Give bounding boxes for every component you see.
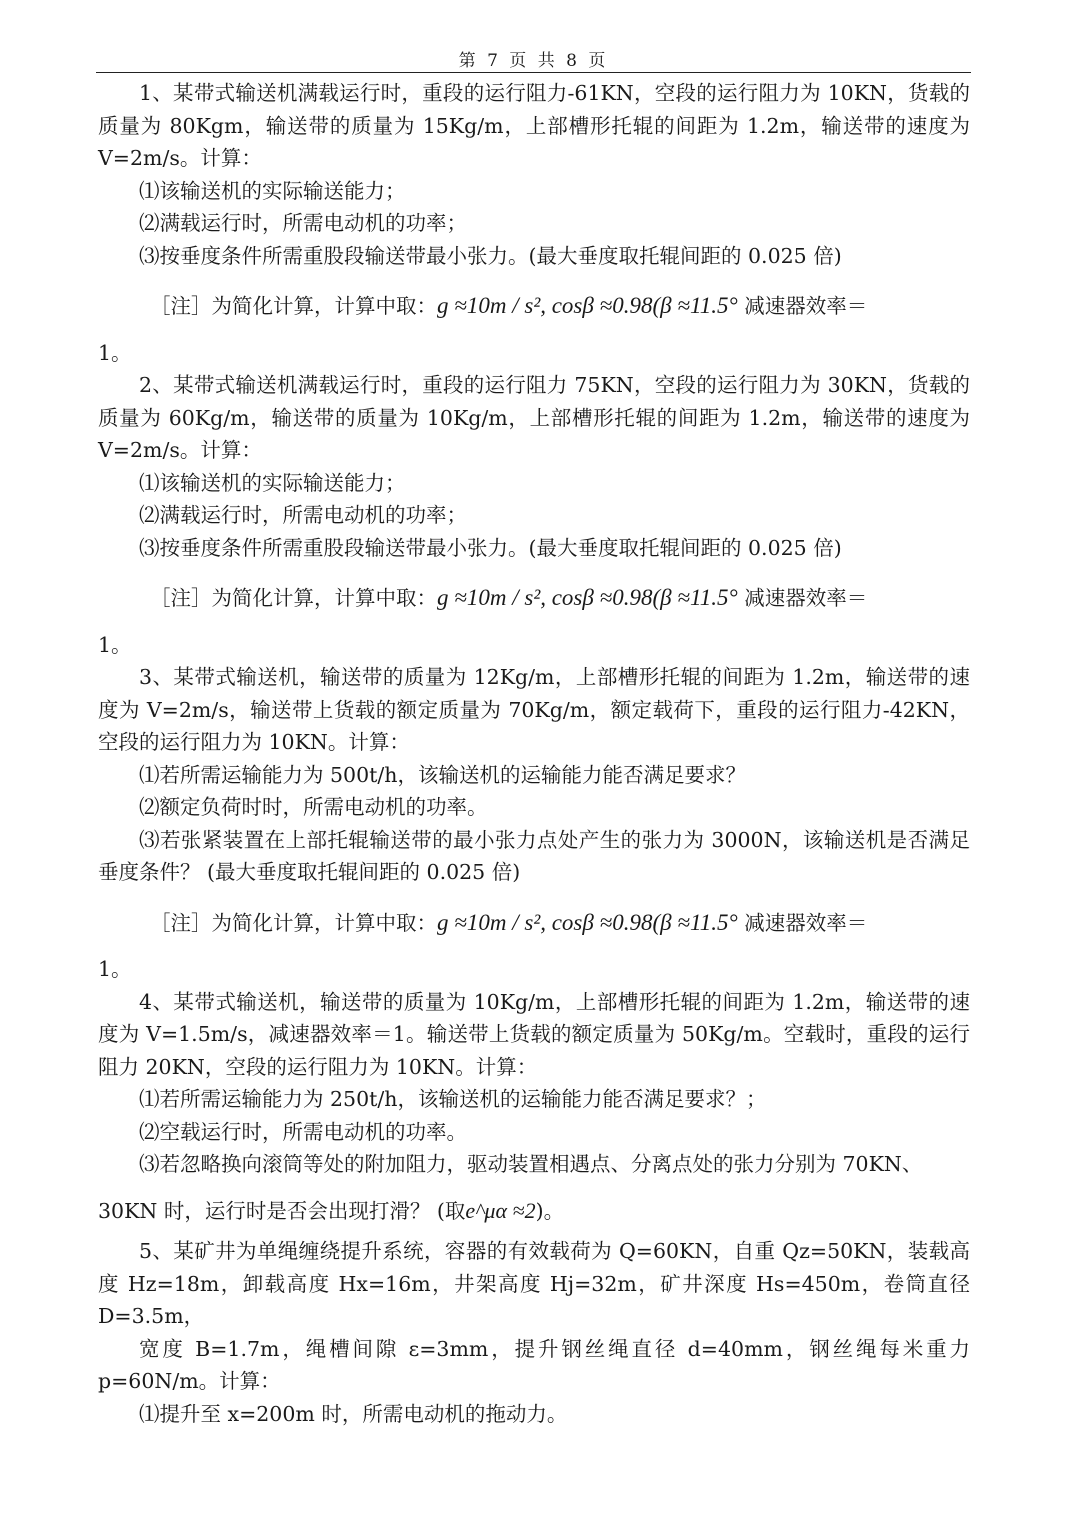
note-suffix: 减速器效率＝ [744,910,868,935]
q3-cont-formula: e^μα ≈2 [465,1197,536,1223]
document-body [98,77,970,1430]
problem-2-stem: 2、某带式输送机满载运行时，重段的运行阻力 75KN，空段的运行阻力为 30KN，货载的质量为 60Kg/m，输送带的质量为 10Kg/m，上部槽形托辊的间距为 1.2m，输送带的速度为 V=2m/s。计算： [98,373,970,462]
note-formula: g ≈10m / s², cosβ ≈0.98(β ≈11.5° [437,293,738,318]
header-rule [96,72,971,73]
problem-1-note [98,272,970,369]
problem-4-question-3: ⑶若忽略换向滚筒等处的附加阻力，驱动装置相遇点、分离点处的张力分别为 70KN、 [139,1152,923,1176]
page-header: 第 7 页 共 8 页 [458,51,609,71]
problem-2 [98,369,970,661]
q3-cont-prefix: 30KN 时，运行时是否会出现打滑？ (取 [98,1198,466,1223]
note-prefix: ［注］为简化计算，计算中取： [150,586,437,610]
problem-2-question-3: ⑶按垂度条件所需重股段输送带最小张力。(最大垂度取托辊间距的 0.025 倍) [139,535,842,560]
note-prefix: ［注］为简化计算，计算中取： [150,910,437,935]
note-suffix: 减速器效率＝ [744,586,868,610]
problem-5-stem-2: 宽度 B=1.7m，绳槽间隙 ε=3mm，提升钢丝绳直径 d=40mm，钢丝绳每米重力 p=60N/m。计算： [98,1336,970,1393]
problem-4-stem: 4、某带式输送机，输送带的质量为 10Kg/m，上部槽形托辊的间距为 1.2m，输送带的速度为 V=1.5m/s，减速器效率＝1。输送带上货载的额定质量为 50Kg/m。空载时，重段的运行阻力 20KN，空段的运行阻力为 10KN。计算： [98,989,970,1079]
problem-3 [98,661,970,986]
problem-1-question-3: ⑶按垂度条件所需重股段输送带最小张力。(最大垂度取托辊间距的 0.025 倍) [139,243,842,268]
problem-1-question-2: ⑵满载运行时，所需电动机的功率； [139,211,467,235]
problem-4-question-2: ⑵空载运行时，所需电动机的功率。 [139,1119,467,1144]
note-tail: 1。 [98,340,132,365]
problem-1-stem: 1、某带式输送机满载运行时，重段的运行阻力-61KN，空段的运行阻力为 10KN，货载的质量为 80Kgm，输送带的质量为 15Kg/m，上部槽形托辊的间距为 1.2m，输送带的速度为 V=2m/s。计算： [98,81,970,170]
note-tail: 1。 [98,957,132,981]
note-suffix: 减速器效率＝ [744,294,868,318]
note-prefix: ［注］为简化计算，计算中取： [150,294,437,318]
note-tail: 1。 [98,632,132,657]
problem-1-question-1: ⑴该输送机的实际输送能力； [139,178,406,203]
problem-4 [98,986,970,1228]
problem-3-question-3: ⑶若张紧装置在上部托辊输送带的最小张力点处产生的张力为 3000N，该输送机是否满足垂度条件？ (最大垂度取托辊间距的 0.025 倍) [98,827,970,884]
problem-4-question-3-continued [98,1181,970,1228]
note-formula: g ≈10m / s², cosβ ≈0.98(β ≈11.5° [437,585,738,610]
problem-1 [98,77,970,369]
problem-5-stem: 5、某矿井为单绳缠绕提升系统，容器的有效载荷为 Q=60KN，自重 Qz=50KN，装载高度 Hz=18m，卸载高度 Hx=16m，井架高度 Hj=32m，矿井深度 Hs=450m，卷筒直径 D=3.5m， [98,1239,970,1328]
problem-3-stem: 3、某带式输送机，输送带的质量为 12Kg/m，上部槽形托辊的间距为 1.2m，输送带的速度为 V=2m/s，输送带上货载的额定质量为 70Kg/m，额定载荷下，重段的运行阻力-42KN，空段的运行阻力为 10KN。计算： [98,665,970,754]
q3-cont-suffix: )。 [535,1198,565,1223]
problem-5-question-1: ⑴提升至 x=200m 时，所需电动机的拖动力。 [139,1401,568,1426]
problem-3-question-2: ⑵额定负荷时时，所需电动机的功率。 [139,795,488,819]
problem-3-note [98,889,970,986]
problem-2-question-1: ⑴该输送机的实际输送能力； [139,470,406,495]
problem-5 [98,1235,970,1430]
problem-3-question-1: ⑴若所需运输能力为 500t/h，该输送机的运输能力能否满足要求？ [139,762,746,787]
problem-2-question-2: ⑵满载运行时，所需电动机的功率； [139,503,467,527]
note-formula: g ≈10m / s², cosβ ≈0.98(β ≈11.5° [437,909,738,935]
problem-4-question-1: ⑴若所需运输能力为 250t/h，该输送机的运输能力能否满足要求？； [139,1087,767,1111]
problem-2-note [98,564,970,661]
